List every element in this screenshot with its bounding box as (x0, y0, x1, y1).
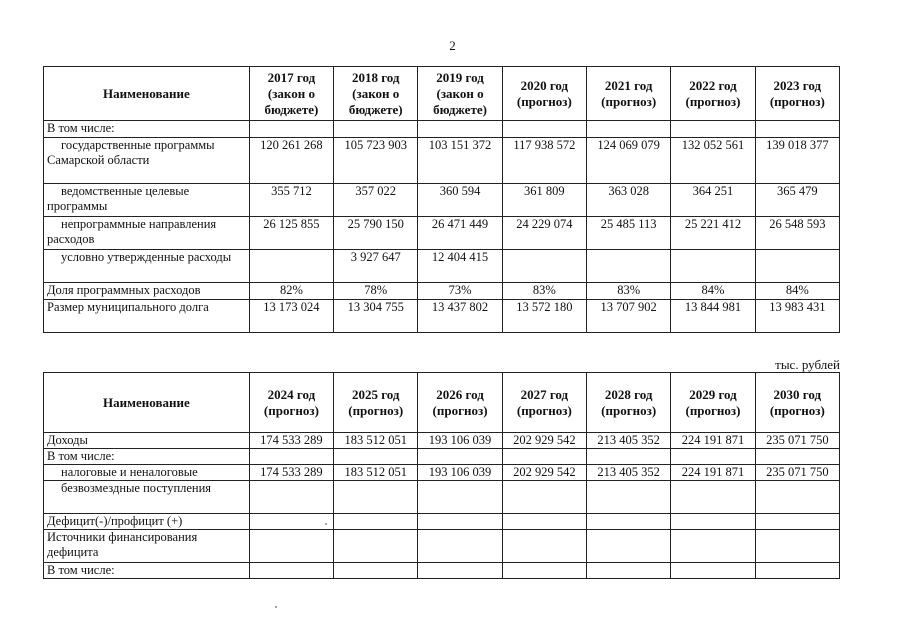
table-cell: 235 071 750 (755, 433, 839, 449)
table-cell: 25 485 113 (587, 217, 671, 250)
table-cell (502, 530, 586, 563)
table-cell: 361 809 (502, 184, 586, 217)
table-cell: 193 106 039 (418, 465, 502, 481)
table-row (44, 184, 840, 217)
column-header-line: (закон о (436, 85, 484, 101)
budget-table-2024-2030 (43, 372, 840, 579)
table-row (44, 433, 840, 449)
row-label: В том числе: (44, 121, 250, 138)
column-header-year (334, 373, 418, 433)
budget-table-2017-2023 (43, 66, 840, 333)
column-header-line: 2025 год (351, 386, 400, 402)
table-header-row (44, 67, 840, 121)
column-header-year (502, 373, 586, 433)
column-header-line: 2017 год (267, 69, 316, 85)
table-cell: 84% (671, 283, 755, 300)
table-cell: 13 173 024 (249, 300, 333, 333)
table-cell: 202 929 542 (502, 433, 586, 449)
column-header-name: Наименование (44, 373, 250, 433)
table-row (44, 300, 840, 333)
row-label: условно утвержденные расходы (44, 250, 250, 283)
row-label: Доля программных расходов (44, 283, 250, 300)
table-cell (334, 530, 418, 563)
row-label: ведомственные целевые программы (44, 184, 250, 217)
table-cell: 213 405 352 (587, 465, 671, 481)
table-cell (502, 449, 586, 465)
table-cell (249, 449, 333, 465)
table-row (44, 449, 840, 465)
table-cell (587, 563, 671, 579)
table-cell (502, 121, 586, 138)
table-cell: 82% (249, 283, 333, 300)
row-label: Источники финансирования дефицита (44, 530, 250, 563)
column-header-line: (прогноз) (432, 402, 488, 418)
table-cell (587, 481, 671, 514)
units-label: тыс. рублей (775, 357, 840, 372)
table-cell: 213 405 352 (587, 433, 671, 449)
table-cell (418, 449, 502, 465)
row-label: непрограммные направления расходов (44, 217, 250, 250)
column-header-line: 2028 год (604, 386, 653, 402)
column-header-line: (прогноз) (601, 93, 657, 109)
table-cell (334, 121, 418, 138)
table-cell: 24 229 074 (502, 217, 586, 250)
table-cell (502, 250, 586, 283)
column-header-year (334, 67, 418, 121)
table-header-row (44, 373, 840, 433)
table-row (44, 121, 840, 138)
column-header-line: 2030 год (773, 386, 822, 402)
table-cell (334, 514, 418, 530)
column-header-line: 2022 год (689, 77, 737, 93)
column-header-year (755, 67, 839, 121)
column-header-line: (закон о (267, 85, 315, 101)
table-cell (249, 481, 333, 514)
column-header-year (671, 67, 755, 121)
table-cell: 78% (334, 283, 418, 300)
table-cell (755, 250, 839, 283)
column-header-line: (прогноз) (769, 402, 825, 418)
table-cell: 73% (418, 283, 502, 300)
table-cell (671, 250, 755, 283)
column-header-year (418, 67, 502, 121)
table-cell (671, 449, 755, 465)
table-cell (249, 250, 333, 283)
row-label: В том числе: (44, 449, 250, 465)
table-cell: 360 594 (418, 184, 502, 217)
table-cell (502, 514, 586, 530)
table-cell: 25 790 150 (334, 217, 418, 250)
column-header-line: 2026 год (436, 386, 484, 402)
table-cell: 26 548 593 (755, 217, 839, 250)
table-row (44, 465, 840, 481)
row-label: безвозмездные поступления (44, 481, 250, 514)
table-cell: 183 512 051 (334, 433, 418, 449)
column-header-line: бюджете) (264, 101, 319, 117)
table-cell (587, 530, 671, 563)
table-row (44, 283, 840, 300)
table-cell: 3 927 647 (334, 250, 418, 283)
table-cell: 364 251 (671, 184, 755, 217)
table-cell: 365 479 (755, 184, 839, 217)
table-cell (755, 121, 839, 138)
table-cell (418, 530, 502, 563)
row-label: Размер муниципального долга (44, 300, 250, 333)
column-header-year (502, 67, 586, 121)
row-label: В том числе: (44, 563, 250, 579)
column-header-line: (прогноз) (685, 93, 741, 109)
table-cell (249, 514, 333, 530)
table-cell: 355 712 (249, 184, 333, 217)
column-header-line: 2027 год (520, 386, 569, 402)
table-row (44, 481, 840, 514)
row-label: Дефицит(-)/профицит (+) (44, 514, 250, 530)
row-label: налоговые и неналоговые (44, 465, 250, 481)
table-cell (671, 530, 755, 563)
column-header-year (587, 373, 671, 433)
column-header-line: (прогноз) (601, 402, 657, 418)
table-cell (671, 514, 755, 530)
table-cell: 13 983 431 (755, 300, 839, 333)
table-cell: 363 028 (587, 184, 671, 217)
column-header-year (755, 373, 839, 433)
table-cell: 132 052 561 (671, 138, 755, 184)
table-cell: 26 125 855 (249, 217, 333, 250)
column-header-line: (прогноз) (685, 402, 741, 418)
table-cell: 13 707 902 (587, 300, 671, 333)
column-header-line: 2018 год (351, 69, 400, 85)
column-header-line: 2023 год (773, 77, 822, 93)
table-cell (418, 514, 502, 530)
column-header-line: (прогноз) (348, 402, 404, 418)
column-header-line: 2029 год (689, 386, 737, 402)
table-cell: 357 022 (334, 184, 418, 217)
table-cell: 13 572 180 (502, 300, 586, 333)
table-cell: 26 471 449 (418, 217, 502, 250)
row-label: государственные программы Самарской области (44, 138, 250, 184)
table-cell (334, 449, 418, 465)
column-header-line: 2019 год (436, 69, 484, 85)
table-cell (587, 121, 671, 138)
table-cell: 13 304 755 (334, 300, 418, 333)
table-cell: 139 018 377 (755, 138, 839, 184)
table-cell (755, 514, 839, 530)
table-cell (671, 481, 755, 514)
table-cell (671, 563, 755, 579)
column-header-line: (закон о (352, 85, 400, 101)
table-row (44, 563, 840, 579)
column-header-line: бюджете) (348, 101, 403, 117)
column-header-line: (прогноз) (263, 402, 319, 418)
table-cell (755, 563, 839, 579)
column-header-line: (прогноз) (769, 93, 825, 109)
table-cell (334, 481, 418, 514)
page-number: 2 (449, 38, 456, 53)
column-header-line: 2021 год (604, 77, 653, 93)
table-cell: 25 221 412 (671, 217, 755, 250)
table-cell: 83% (587, 283, 671, 300)
table-cell: 117 938 572 (502, 138, 586, 184)
column-header-year (418, 373, 502, 433)
column-header-year (587, 67, 671, 121)
table-cell: 84% (755, 283, 839, 300)
table-cell (334, 563, 418, 579)
table-cell: 103 151 372 (418, 138, 502, 184)
table-cell (249, 121, 333, 138)
column-header-line: бюджете) (433, 101, 487, 117)
table-cell (755, 530, 839, 563)
table-cell: 83% (502, 283, 586, 300)
table-cell: 12 404 415 (418, 250, 502, 283)
table-cell (587, 250, 671, 283)
table-row (44, 530, 840, 563)
table-cell: 105 723 903 (334, 138, 418, 184)
table-cell: 174 533 289 (249, 433, 333, 449)
column-header-line: 2020 год (520, 77, 569, 93)
table-row (44, 250, 840, 283)
table-cell: 224 191 871 (671, 433, 755, 449)
table-cell (755, 449, 839, 465)
row-label: Доходы (44, 433, 250, 449)
table-row (44, 217, 840, 250)
table-cell: 120 261 268 (249, 138, 333, 184)
table-cell (587, 514, 671, 530)
column-header-line: (прогноз) (516, 93, 572, 109)
table-cell: 183 512 051 (334, 465, 418, 481)
table-cell (418, 563, 502, 579)
table-cell: 13 437 802 (418, 300, 502, 333)
table-row (44, 514, 840, 530)
table-cell: 193 106 039 (418, 433, 502, 449)
table-cell (418, 121, 502, 138)
scan-speck (325, 523, 327, 525)
table-cell (249, 563, 333, 579)
table-cell (587, 449, 671, 465)
table-cell: 13 844 981 (671, 300, 755, 333)
table-cell: 224 191 871 (671, 465, 755, 481)
table-row (44, 138, 840, 184)
table-cell (418, 481, 502, 514)
column-header-year (249, 67, 333, 121)
column-header-year (671, 373, 755, 433)
column-header-line: 2024 год (267, 386, 316, 402)
scan-speck (275, 606, 277, 608)
column-header-year (249, 373, 333, 433)
table-cell: 202 929 542 (502, 465, 586, 481)
column-header-name: Наименование (44, 67, 250, 121)
table-cell: 235 071 750 (755, 465, 839, 481)
table-cell (755, 481, 839, 514)
table-cell (502, 563, 586, 579)
table-cell (502, 481, 586, 514)
column-header-line: (прогноз) (516, 402, 572, 418)
table-cell: 124 069 079 (587, 138, 671, 184)
table-cell (249, 530, 333, 563)
table-cell (671, 121, 755, 138)
table-cell: 174 533 289 (249, 465, 333, 481)
